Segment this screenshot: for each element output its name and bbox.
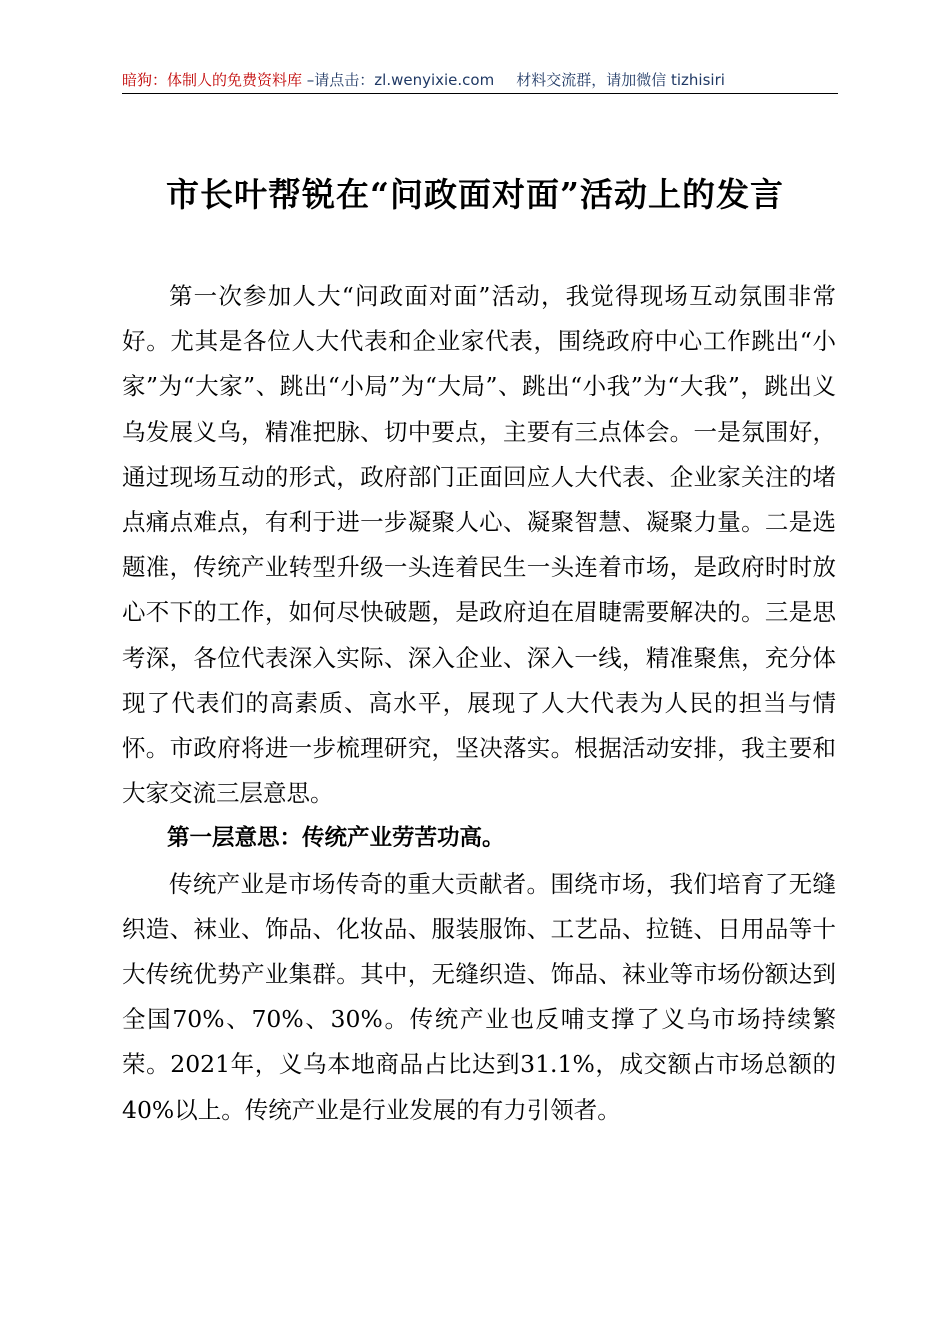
document-body — [122, 274, 836, 1133]
header-wechat-note: 材料交流群，请加微信 tizhisiri — [516, 71, 725, 89]
body-paragraph: 传统产业是市场传奇的重大贡献者。围绕市场，我们培育了无缝织造、袜业、饰品、化妆品、服装服饰、工艺品、拉链、日用品等十大传统优势产业集群。其中，无缝织造、饰品、袜业等市场份额达到全国70%、70%、30%。传统产业也反哺支撑了义乌市场持续繁荣。2021年，义乌本地商品占比达到31.1%，成交额占市场总额的40%以上。传统产业是行业发展的有力引领者。 — [122, 869, 836, 1124]
document-title: 市长叶帮锐在“问政面对面”活动上的发言 — [166, 175, 784, 214]
body-paragraph: 第一次参加人大“问政面对面”活动，我觉得现场互动氛围非常好。尤其是各位人大代表和企业家代表，围绕政府中心工作跳出“小家”为“大家”、跳出“小局”为“大局”、跳出“小我”为“大我”，跳出义乌发展义乌，精准把脉、切中要点，主要有三点体会。一是氛围好，通过现场互动的形式，政府部门正面回应人大代表、企业家关注的堵点痛点难点，有利于进一步凝聚人心、凝聚智慧、凝聚力量。二是选题准，传统产业转型升级一头连着民生一头连着市场，是政府时时放心不下的工作，如何尽快破题，是政府迫在眉睫需要解决的。三是思考深，各位代表深入实际、深入企业、深入一线，精准聚焦，充分体现了代表们的高素质、高水平，展现了人大代表为人民的担当与情怀。市政府将进一步梳理研究，坚决落实。根据活动安排，我主要和大家交流三层意思。 — [122, 282, 836, 808]
header-site-link[interactable]: –请点击：zl.wenyixie.com — [302, 71, 495, 89]
header-divider — [122, 93, 838, 94]
header-site-name: 暗狗：体制人的免费资料库 — [122, 71, 303, 89]
section-heading: 第一层意思：传统产业劳苦功高。 — [167, 825, 505, 852]
page-header — [122, 66, 838, 94]
